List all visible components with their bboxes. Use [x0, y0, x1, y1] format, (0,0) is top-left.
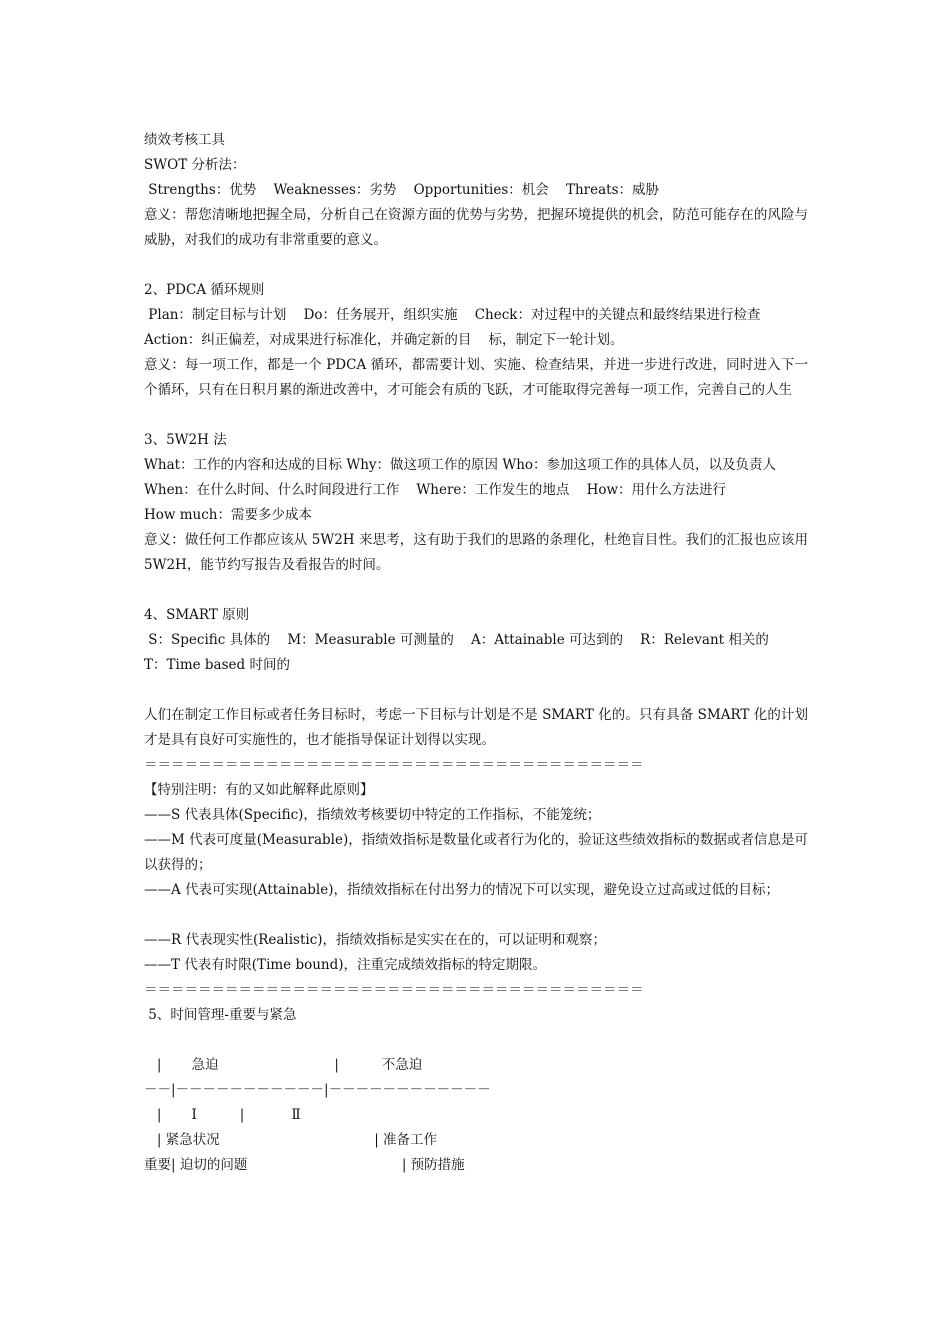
time-row-header: | 急迫 | 不急迫 [144, 1057, 423, 1073]
smart-heading: 4、SMART 原则 [144, 607, 250, 623]
time-heading: 5、时间管理-重要与紧急 [144, 1007, 297, 1023]
w2h-line-3: How much：需要多少成本 [144, 507, 312, 523]
note-m: ——M 代表可度量(Measurable)，指绩效指标是数量化或者行为化的，验证这些绩效指标的数据或者信息是可以获得的； [144, 832, 808, 873]
smart-line-1: S：Specific 具体的 M：Measurable 可测量的 A：Attainable 可达到的 R：Relevant 相关的 [144, 632, 769, 648]
smart-line-2: T：Time based 时间的 [144, 657, 290, 673]
time-row-rule: －－|－－－－－－－－－－－|－－－－－－－－－－－－ [144, 1082, 491, 1098]
smart-paragraph: 人们在制定工作目标或者任务目标时，考虑一下目标与计划是不是 SMART 化的。只有具备 SMART 化的计划才是具有良好可实施性的，也才能指导保证计划得以实现。 [144, 707, 808, 748]
spacer [144, 1028, 808, 1053]
time-row-q1: | 紧急状况 | 准备工作 [144, 1132, 438, 1148]
time-row-q2: 重要| 迫切的问题 | 预防措施 [144, 1157, 465, 1173]
swot-heading: SWOT 分析法： [144, 157, 246, 173]
pdca-line-2: Action：纠正偏差，对成果进行标准化，并确定新的目 标，制定下一轮计划。 [144, 332, 624, 348]
note-r: ——R 代表现实性(Realistic)，指绩效指标是实实在在的，可以证明和观察； [144, 932, 607, 948]
w2h-meaning: 意义：做任何工作都应该从 5W2H 来思考，这有助于我们的思路的条理化，杜绝盲目性。我们的汇报也应该用 5W2H，能节约写报告及看报告的时间。 [144, 532, 808, 573]
note-title: 【特别注明：有的又如此解释此原则】 [144, 782, 374, 798]
document-body [144, 128, 808, 1178]
pdca-meaning: 意义：每一项工作，都是一个 PDCA 循环，都需要计划、实施、检查结果，并进一步进行改进，同时进入下一个循环，只有在日积月累的渐进改善中，才可能会有质的飞跃，才可能取得完善每一项工作，完善自己的人生 [144, 357, 808, 398]
spacer [144, 403, 808, 428]
swot-items: Strengths：优势 Weaknesses：劣势 Opportunities：机会 Threats：威胁 [144, 182, 660, 198]
spacer [144, 678, 808, 703]
spacer [144, 253, 808, 278]
pdca-heading: 2、PDCA 循环规则 [144, 282, 265, 298]
note-s: ——S 代表具体(Specific)，指绩效考核要切中特定的工作指标，不能笼统； [144, 807, 601, 823]
pdca-line-1: Plan：制定目标与计划 Do：任务展开，组织实施 Check：对过程中的关键点和最终结果进行检查 [144, 307, 761, 323]
swot-meaning: 意义：帮您清晰地把握全局，分析自己在资源方面的优势与劣势，把握环境提供的机会，防范可能存在的风险与威胁，对我们的成功有非常重要的意义。 [144, 207, 808, 248]
w2h-line-1: What：工作的内容和达成的目标 Why：做这项工作的原因 Who：参加这项工作的具体人员，以及负责人 [144, 457, 777, 473]
separator-line-2: ＝＝＝＝＝＝＝＝＝＝＝＝＝＝＝＝＝＝＝＝＝＝＝＝＝＝＝＝＝＝＝＝＝＝＝＝＝ [144, 982, 644, 998]
note-a: ——A 代表可实现(Attainable)，指绩效指标在付出努力的情况下可以实现，避免设立过高或过低的目标； [144, 882, 779, 898]
spacer [144, 578, 808, 603]
doc-title: 绩效考核工具 [144, 132, 225, 148]
time-row-numbers: | Ⅰ | Ⅱ [144, 1107, 301, 1123]
w2h-heading: 3、5W2H 法 [144, 432, 227, 448]
w2h-line-2: When：在什么时间、什么时间段进行工作 Where：工作发生的地点 How：用什么方法进行 [144, 482, 727, 498]
separator-line: ＝＝＝＝＝＝＝＝＝＝＝＝＝＝＝＝＝＝＝＝＝＝＝＝＝＝＝＝＝＝＝＝＝＝＝＝＝ [144, 757, 644, 773]
spacer [144, 903, 808, 928]
note-t: ——T 代表有时限(Time bound)，注重完成绩效指标的特定期限。 [144, 957, 547, 973]
